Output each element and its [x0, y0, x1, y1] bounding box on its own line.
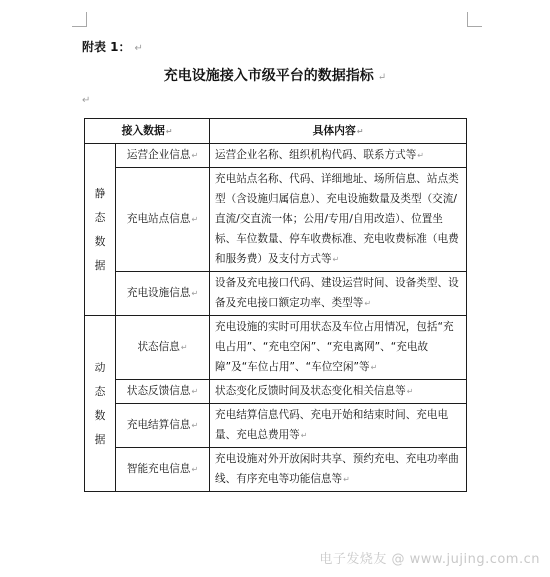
table-row [85, 448, 467, 492]
item-label: 充电结算信息 [126, 419, 191, 431]
cell-mark-icon: ↵ [180, 343, 188, 352]
page-title: 充电设施接入市级平台的数据指标 [163, 68, 374, 84]
table-row [85, 168, 467, 272]
cell-mark-icon: ↵ [417, 151, 424, 160]
item-cell [116, 380, 210, 404]
item-label: 智能充电信息 [126, 463, 191, 475]
content-cell [210, 168, 467, 272]
group-dynamic [85, 316, 116, 492]
table-row [85, 380, 467, 404]
appendix-label: 附表 1： [82, 40, 131, 54]
data-indicator-table [84, 118, 467, 492]
content-text: 充电设施对外开放闲时共享、预约充电、充电功率曲线、有序充电等功能信息等 [215, 453, 459, 485]
item-label: 状态信息 [137, 341, 180, 353]
appendix-label-line [82, 39, 143, 57]
paragraph-mark-icon: ↵ [82, 95, 91, 106]
group-static [85, 144, 116, 316]
item-cell [116, 316, 210, 380]
content-text: 状态变化反馈时间及状态变化相关信息等 [215, 385, 406, 397]
content-cell [210, 144, 467, 168]
item-cell [116, 144, 210, 168]
content-text: 充电结算信息代码、充电开始和结束时间、充电电量、充电总费用等 [215, 409, 449, 441]
cell-mark-icon: ↵ [191, 465, 199, 474]
content-cell [210, 272, 467, 316]
header-content [210, 119, 467, 144]
item-label: 状态反馈信息 [126, 385, 191, 397]
cell-mark-icon: ↵ [191, 289, 199, 298]
cell-mark-icon: ↵ [364, 299, 372, 308]
cell-mark-icon: ↵ [191, 215, 199, 224]
cell-mark-icon: ↵ [343, 475, 350, 484]
crop-mark-top-right [467, 12, 482, 27]
item-cell [116, 168, 210, 272]
cell-mark-icon: ↵ [191, 387, 199, 396]
content-cell [210, 380, 467, 404]
cell-mark-icon: ↵ [332, 255, 340, 264]
content-cell [210, 316, 467, 380]
table-header-row [85, 119, 467, 144]
content-cell [210, 448, 467, 492]
table-row [85, 144, 467, 168]
page-title-line [0, 67, 550, 87]
cell-mark-icon: ↵ [300, 431, 308, 440]
table-row [85, 272, 467, 316]
content-text: 充电站点名称、代码、详细地址、场所信息、站点类型（含设施归属信息）、充电设施数量及类型（交流/直流/交直流一体；公用/专用/自用改造）、位置坐标、车位数量、停车收费标准、充电收费标准（电费和服务费）及支付方式等 [215, 173, 459, 265]
item-cell [116, 272, 210, 316]
table-row [85, 316, 467, 380]
crop-mark-top-left [72, 12, 87, 27]
paragraph-mark-icon: ↵ [377, 72, 387, 83]
content-cell [210, 404, 467, 448]
cell-mark-icon: ↵ [191, 421, 199, 430]
cell-mark-icon: ↵ [165, 126, 173, 136]
header-access-data [85, 119, 210, 144]
header-content-label: 具体内容 [312, 123, 356, 137]
item-label: 充电设施信息 [126, 287, 191, 299]
content-text: 运营企业名称、组织机构代码、联系方式等 [215, 149, 417, 161]
item-cell [116, 448, 210, 492]
item-label: 运营企业信息 [126, 149, 191, 161]
header-access-data-label: 接入数据 [121, 123, 165, 137]
cell-mark-icon: ↵ [370, 363, 378, 372]
group-label: 静态数据 [94, 186, 106, 272]
item-cell [116, 404, 210, 448]
table-row [85, 404, 467, 448]
cell-mark-icon: ↵ [406, 387, 414, 396]
content-text: 设备及充电接口代码、建设运营时间、设备类型、设备及充电接口额定功率、类型等 [215, 277, 459, 309]
cell-mark-icon: ↵ [356, 126, 364, 136]
cell-mark-icon: ↵ [191, 151, 199, 160]
watermark: 电子发烧友 @ www.jujing.com.cn [319, 552, 540, 567]
group-label: 动态数据 [94, 360, 106, 446]
paragraph-mark-icon: ↵ [134, 43, 143, 54]
item-label: 充电站点信息 [126, 213, 191, 225]
content-text: 充电设施的实时可用状态及车位占用情况，包括“充电占用”、“充电空闲”、“充电离网”、“充电故障”及“车位占用”、“车位空闲”等 [215, 321, 454, 373]
